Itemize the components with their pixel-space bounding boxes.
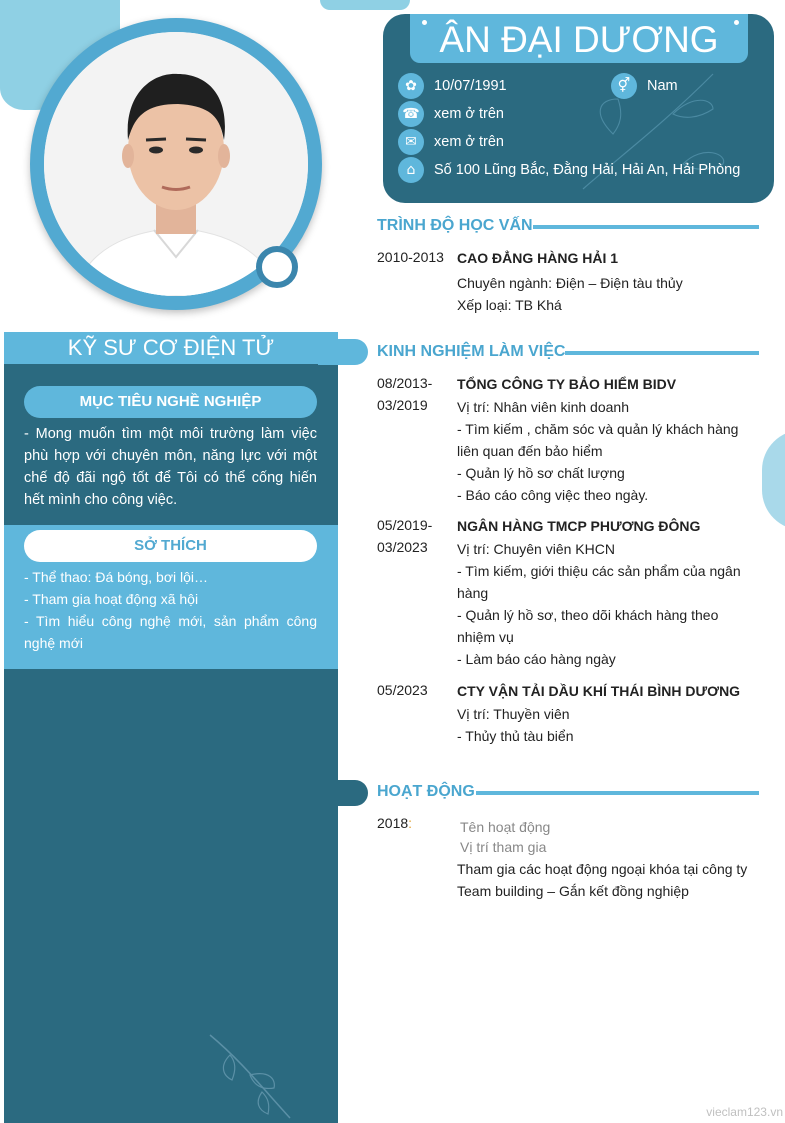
hobby-item: - Tham gia hoạt động xã hội <box>24 591 199 607</box>
job-company: CTY VẬN TẢI DẦU KHÍ THÁI BÌNH DƯƠNG <box>457 683 741 699</box>
hobbies-list <box>24 566 317 654</box>
job-line: - Quản lý hồ sơ, theo dõi khách hàng theo nhiệm vụ <box>457 607 719 645</box>
email-text: xem ở trên <box>434 134 504 150</box>
job-company: TỔNG CÔNG TY BẢO HIỂM BIDV <box>457 376 677 392</box>
education-period: 2010-2013 <box>377 249 444 265</box>
photo-decorative-dot <box>256 246 298 288</box>
objective-text: - Mong muốn tìm một môi trường làm việc phù hợp với chuyên môn, năng lực với một chế độ đãi ngộ tốt để Tôi có thể cống hiến hết mình cho công việc. <box>24 426 317 508</box>
birthdate-row <box>398 73 507 99</box>
education-grade: Xếp loại: TB Khá <box>457 297 562 313</box>
gender-row <box>611 73 678 99</box>
job-line: - Làm báo cáo hàng ngày <box>457 651 616 667</box>
cake-icon: ✿ <box>398 73 424 99</box>
section-divider <box>476 791 759 795</box>
experience-heading: KINH NGHIỆM LÀM VIỆC <box>377 343 566 360</box>
decorative-blob-right <box>762 430 785 530</box>
job-line: - Thủy thủ tàu biển <box>457 728 574 744</box>
activity-name-placeholder: Tên hoạt động <box>460 819 551 835</box>
job-line: Vị trí: Nhân viên kinh doanh <box>457 399 629 415</box>
job-line: Vị trí: Chuyên viên KHCN <box>457 541 615 557</box>
activity-line: Team building – Gắn kết đồng nghiệp <box>457 883 689 899</box>
leaf-decoration-icon <box>200 1030 300 1120</box>
job-title: KỸ SƯ CƠ ĐIỆN TỬ <box>4 332 338 364</box>
job-company: NGÂN HÀNG TMCP PHƯƠNG ĐÔNG <box>457 518 701 534</box>
activity-year: 2018 <box>377 815 409 831</box>
section-divider <box>533 225 759 229</box>
job-description <box>457 703 757 747</box>
gender-icon: ⚥ <box>611 73 637 99</box>
education-major: Chuyên ngành: Điện – Điện tàu thủy <box>457 275 683 291</box>
address-row <box>398 157 740 183</box>
candidate-name: ÂN ĐẠI DƯƠNG <box>410 14 748 63</box>
hobby-item: - Tìm hiểu công nghệ mới, sản phẩm công nghệ mới <box>24 613 317 651</box>
objective-heading: MỤC TIÊU NGHỀ NGHIỆP <box>24 386 317 418</box>
job-line: - Tìm kiếm , chăm sóc và quản lý khách hàng liên quan đến bảo hiểm <box>457 421 739 459</box>
job-line: Vị trí: Thuyền viên <box>457 706 570 722</box>
job-description <box>457 396 757 506</box>
job-description <box>457 538 757 670</box>
hobbies-heading: SỞ THÍCH <box>24 530 317 562</box>
phone-row <box>398 101 504 127</box>
section-divider <box>565 351 759 355</box>
phone-icon: ☎ <box>398 101 424 127</box>
email-row <box>398 129 504 155</box>
job-period-start: 05/2019- <box>377 517 433 533</box>
activity-year-colon: : <box>408 815 413 831</box>
gender-text: Nam <box>647 78 678 94</box>
job-period-end: 03/2019 <box>377 397 428 413</box>
birthdate-text: 10/07/1991 <box>434 78 507 94</box>
address-text: Số 100 Lũng Bắc, Đằng Hải, Hải An, Hải Phòng <box>434 162 741 178</box>
star-decoration <box>422 20 427 25</box>
job-period-start: 08/2013- <box>377 375 433 391</box>
activity-year-row <box>377 812 412 834</box>
job-line: - Tìm kiếm, giới thiệu các sản phẩm của ngân hàng <box>457 563 741 601</box>
job-period-start: 05/2023 <box>377 682 428 698</box>
watermark: vieclam123.vn <box>706 1105 783 1119</box>
activities-tab-marker <box>338 780 368 806</box>
job-line: - Báo cáo công việc theo ngày. <box>457 487 649 503</box>
activity-role-placeholder: Vị trí tham gia <box>460 839 547 855</box>
education-school: CAO ĐẲNG HÀNG HẢI 1 <box>457 250 619 266</box>
job-period-end: 03/2023 <box>377 539 428 555</box>
education-heading: TRÌNH ĐỘ HỌC VẤN <box>377 217 533 234</box>
job-line: - Quản lý hồ sơ chất lượng <box>457 465 625 481</box>
email-icon: ✉ <box>398 129 424 155</box>
activity-line: Tham gia các hoạt động ngoại khóa tại công ty <box>457 861 748 877</box>
decorative-blob-top <box>320 0 410 10</box>
location-icon: ⌂ <box>398 157 424 183</box>
phone-text: xem ở trên <box>434 106 504 122</box>
activities-heading: HOẠT ĐỘNG <box>377 783 475 800</box>
star-decoration <box>734 20 739 25</box>
hobby-item: - Thể thao: Đá bóng, bơi lội… <box>24 569 209 585</box>
